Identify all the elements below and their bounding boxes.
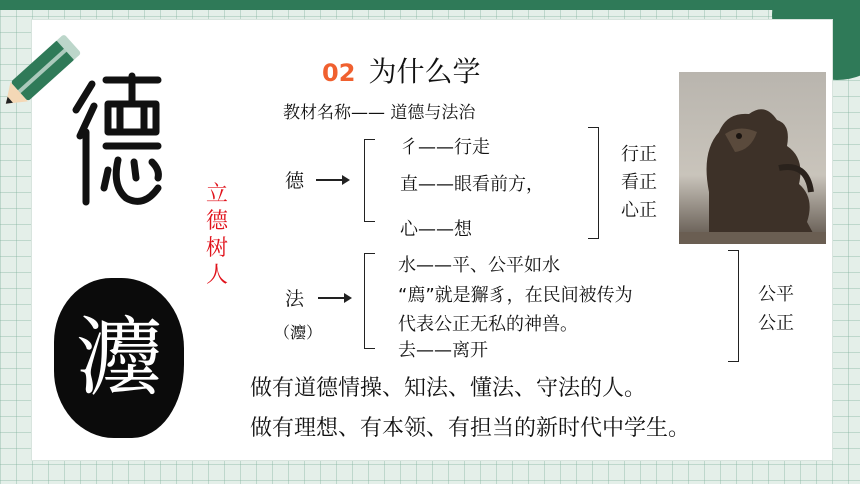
vertical-slogan (202, 181, 232, 289)
section-heading (322, 50, 481, 90)
left-bracket (364, 139, 375, 222)
fa-ancient-form: （灋） (274, 323, 323, 342)
vertical-char: 德 (205, 209, 228, 234)
fa-line: 代表公正无私的神兽。 (398, 314, 578, 335)
de-line: 心——想 (400, 219, 472, 240)
fa-line: 去——离开 (398, 340, 488, 361)
textbook-name: 教材名称—— 道德与法治 (283, 103, 476, 123)
top-green-band (0, 0, 860, 10)
lion-statue-image (679, 72, 826, 244)
conclusion-line: 做有道德情操、知法、懂法、守法的人。 (250, 376, 647, 401)
left-bracket (364, 253, 375, 349)
fa-line: “廌”就是獬豸，在民间被传为 (398, 285, 633, 306)
de-label: 德 (285, 170, 305, 192)
section-title: 为什么学 (368, 55, 481, 88)
de-summary-item: 心正 (621, 200, 657, 221)
de-line: 直——眼看前方， (400, 174, 544, 195)
de-line: 彳——行走 (400, 137, 490, 158)
vertical-char: 人 (205, 263, 228, 288)
fa-summary-item: 公平 (758, 284, 794, 305)
fa-summary-item: 公正 (758, 313, 794, 334)
de-summary-item: 行正 (621, 144, 657, 165)
arrow-icon (316, 179, 348, 181)
de-summary-item: 看正 (621, 172, 657, 193)
arrow-icon (318, 297, 350, 299)
fa-label: 法 (285, 288, 305, 310)
right-bracket (588, 127, 599, 239)
fa-line: 水——平、公平如水 (398, 255, 560, 276)
vertical-char: 树 (205, 236, 228, 261)
right-bracket (728, 250, 739, 362)
seal-script-de-image (68, 70, 168, 220)
de-summary (621, 141, 671, 225)
vertical-char: 立 (205, 182, 228, 207)
section-number: 02 (322, 59, 356, 87)
conclusion-line: 做有理想、有本领、有担当的新时代中学生。 (250, 416, 691, 441)
seal-stamp-fa-image: 灋 (40, 268, 200, 444)
fa-summary (758, 280, 808, 338)
